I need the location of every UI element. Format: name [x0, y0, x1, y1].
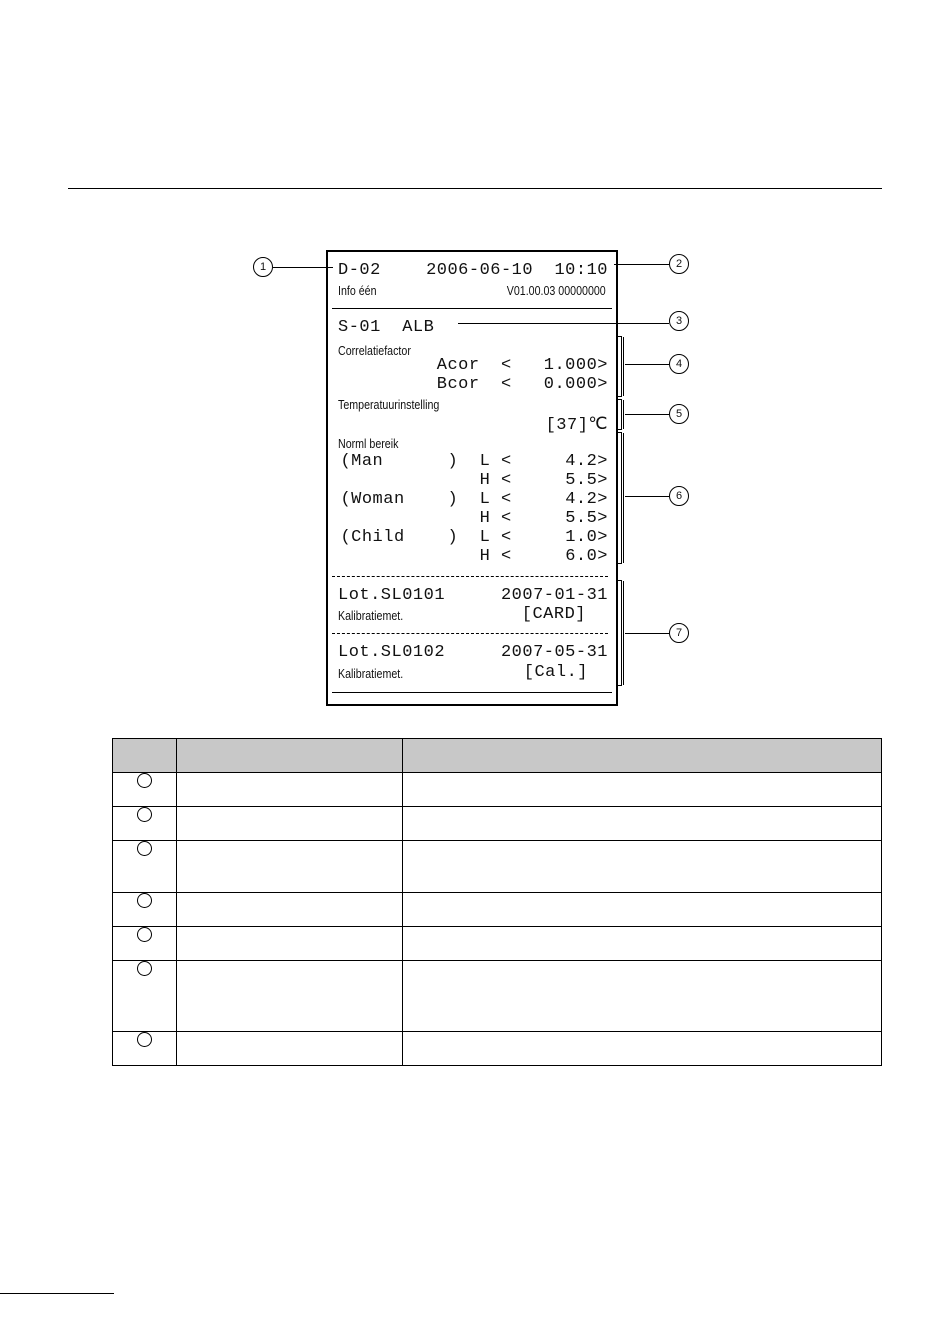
calibration-method: [Cal.] [523, 663, 588, 682]
callout-5: 5 [669, 404, 689, 424]
circle-icon [137, 773, 152, 788]
bracket-5 [616, 399, 622, 430]
leader-line-1 [273, 267, 333, 268]
printout-divider [332, 308, 612, 309]
table-row [113, 927, 882, 961]
table-header-row [113, 739, 882, 773]
range-row: H < 6.0> [340, 547, 608, 566]
header-version: V01.00.03 00000000 [506, 283, 606, 298]
item-name [176, 961, 402, 1032]
item-description [402, 807, 881, 841]
table-row [113, 961, 882, 1032]
callout-7: 7 [669, 623, 689, 643]
callout-3: 3 [669, 311, 689, 331]
table-row [113, 773, 882, 807]
table-row [113, 893, 882, 927]
device-id: D-02 [338, 261, 381, 280]
leader-line-2 [614, 264, 669, 265]
leader-line-3 [458, 323, 669, 324]
item-description [402, 841, 881, 893]
callout-2: 2 [669, 254, 689, 274]
table-row [113, 1032, 882, 1066]
table-row [113, 807, 882, 841]
acor-value: Acor < 1.000> [436, 356, 608, 375]
calibration-method-label: Kalibratiemet. [338, 608, 404, 623]
footer-line [0, 1293, 114, 1294]
lot-number: Lot.SL0102 [338, 643, 446, 662]
lot-separator [332, 633, 608, 634]
callout-4: 4 [669, 354, 689, 374]
item-marker [113, 1032, 177, 1066]
item-marker [113, 841, 177, 893]
correlation-label: Correlatiefactor [338, 343, 411, 358]
leader-line-4 [625, 364, 669, 365]
top-divider [68, 188, 882, 189]
lot-separator [332, 576, 608, 577]
item-name [176, 807, 402, 841]
item-description [402, 893, 881, 927]
circle-icon [137, 1032, 152, 1047]
header-mode: Info één [338, 283, 377, 298]
item-name [176, 893, 402, 927]
calibration-method: [CARD] [521, 605, 586, 624]
item-name [176, 841, 402, 893]
printout-sample [326, 250, 618, 706]
header-datetime: 2006-06-10 10:10 [426, 261, 608, 280]
lot-date: 2007-05-31 [500, 643, 608, 662]
bracket-6 [616, 432, 622, 564]
range-row: (Child ) L < 1.0> [340, 528, 608, 547]
circle-icon [137, 893, 152, 908]
item-marker [113, 807, 177, 841]
item-marker [113, 773, 177, 807]
range-row: (Woman ) L < 4.2> [340, 490, 608, 509]
item-name [176, 1032, 402, 1066]
bracket-4 [616, 336, 622, 397]
temperature-label: Temperatuurinstelling [338, 397, 440, 412]
lot-date: 2007-01-31 [500, 586, 608, 605]
circle-icon [137, 841, 152, 856]
item-marker [113, 893, 177, 927]
item-marker [113, 927, 177, 961]
range-row: H < 5.5> [340, 471, 608, 490]
item-marker [113, 961, 177, 1032]
range-row: (Man ) L < 4.2> [340, 452, 608, 471]
item-name [176, 927, 402, 961]
printout-end-line [332, 692, 612, 693]
circle-icon [137, 807, 152, 822]
leader-line-5 [625, 414, 669, 415]
column-header [176, 739, 402, 773]
table-row [113, 841, 882, 893]
circle-icon [137, 927, 152, 942]
lot-number: Lot.SL0101 [338, 586, 446, 605]
temperature-value: [37]℃ [545, 416, 608, 435]
item-description [402, 773, 881, 807]
column-header [402, 739, 881, 773]
callout-1: 1 [253, 257, 273, 277]
bcor-value: Bcor < 0.000> [436, 375, 608, 394]
item-description [402, 1032, 881, 1066]
leader-line-6 [625, 496, 669, 497]
test-name: S-01 ALB [338, 318, 435, 337]
callout-6: 6 [669, 486, 689, 506]
column-header [113, 739, 177, 773]
normal-range-label: Norml bereik [338, 436, 399, 451]
leader-line-7 [625, 633, 669, 634]
item-description [402, 927, 881, 961]
calibration-method-label: Kalibratiemet. [338, 666, 404, 681]
item-description [402, 961, 881, 1032]
reference-table [112, 738, 882, 1066]
bracket-7 [616, 580, 622, 686]
item-name [176, 773, 402, 807]
range-row: H < 5.5> [340, 509, 608, 528]
circle-icon [137, 961, 152, 976]
